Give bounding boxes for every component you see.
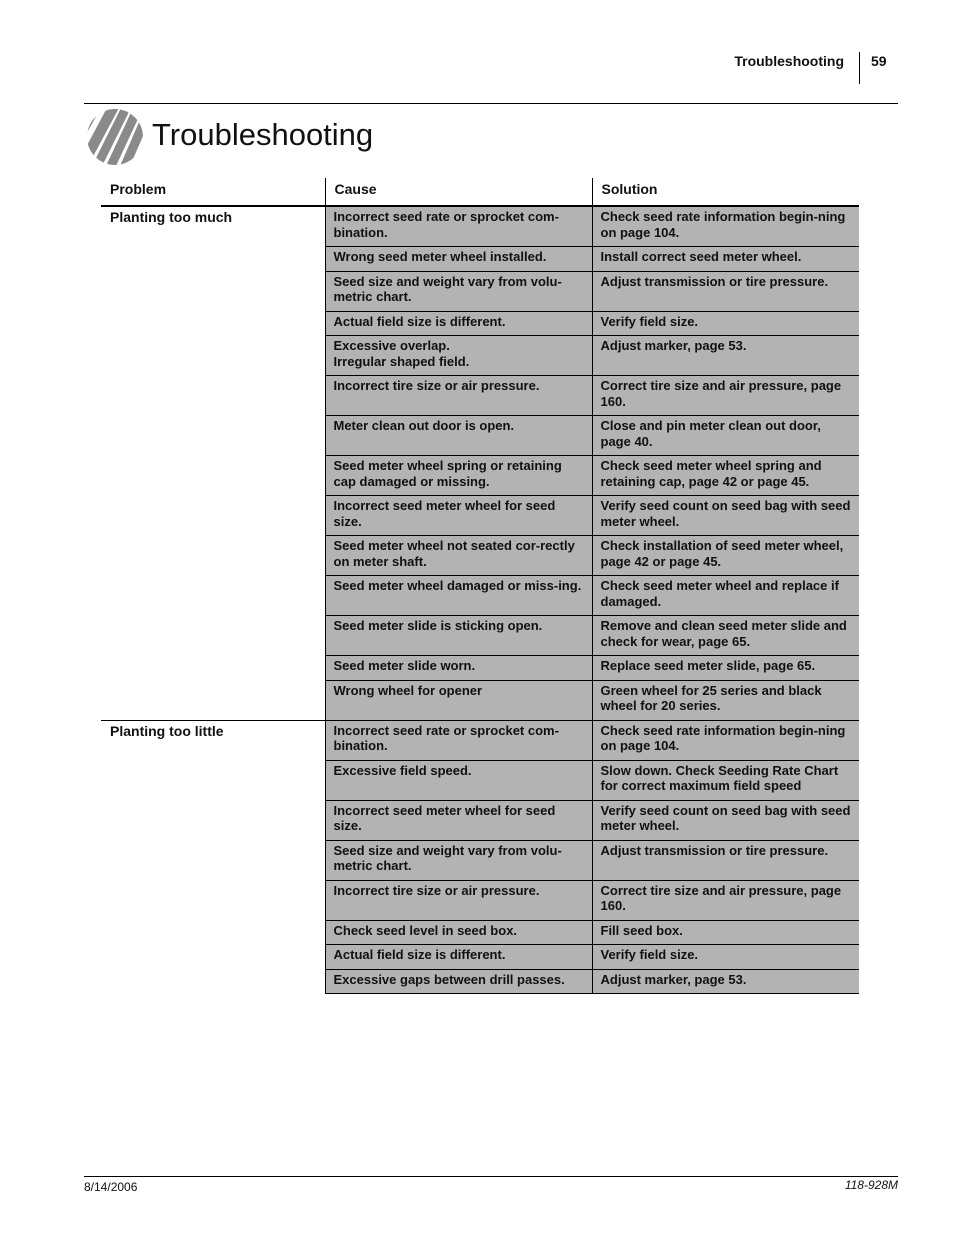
solution-cell: Install correct seed meter wheel. <box>592 247 859 272</box>
cause-cell: Excessive field speed. <box>325 760 592 800</box>
cause-cell: Check seed level in seed box. <box>325 920 592 945</box>
top-rule <box>84 103 898 104</box>
solution-cell: Close and pin meter clean out door, page 40. <box>592 416 859 456</box>
bottom-rule <box>84 1176 898 1177</box>
footer-date: 8/14/2006 <box>84 1180 138 1194</box>
solution-cell: Correct tire size and air pressure, page 160. <box>592 880 859 920</box>
cause-cell: Seed meter slide worn. <box>325 656 592 681</box>
cause-cell: Excessive gaps between drill passes. <box>325 969 592 994</box>
solution-cell: Adjust transmission or tire pressure. <box>592 840 859 880</box>
header-divider <box>859 52 860 84</box>
table-header <box>101 178 859 206</box>
table-body <box>101 206 859 994</box>
solution-cell: Remove and clean seed meter slide and check for wear, page 65. <box>592 616 859 656</box>
solution-cell: Check seed meter wheel spring and retaining cap, page 42 or page 45. <box>592 456 859 496</box>
cause-cell: Excessive overlap. Irregular shaped field. <box>325 336 592 376</box>
diagonal-stripes-circle-icon <box>86 108 144 166</box>
solution-cell: Verify seed count on seed bag with seed meter wheel. <box>592 800 859 840</box>
cause-cell: Incorrect tire size or air pressure. <box>325 880 592 920</box>
solution-cell: Correct tire size and air pressure, page 160. <box>592 376 859 416</box>
column-header-solution: Solution <box>592 178 859 206</box>
cause-cell: Seed size and weight vary from volu-metric chart. <box>325 840 592 880</box>
column-header-cause: Cause <box>325 178 592 206</box>
solution-cell: Verify field size. <box>592 945 859 970</box>
solution-cell: Green wheel for 25 series and black wheel for 20 series. <box>592 680 859 720</box>
cause-cell: Incorrect seed rate or sprocket com-bination. <box>325 720 592 760</box>
troubleshooting-table <box>101 178 859 994</box>
cause-cell: Meter clean out door is open. <box>325 416 592 456</box>
solution-cell: Adjust marker, page 53. <box>592 969 859 994</box>
column-header-problem: Problem <box>101 178 325 206</box>
solution-cell: Replace seed meter slide, page 65. <box>592 656 859 681</box>
cause-cell: Wrong wheel for opener <box>325 680 592 720</box>
solution-cell: Verify seed count on seed bag with seed meter wheel. <box>592 496 859 536</box>
cause-cell: Incorrect tire size or air pressure. <box>325 376 592 416</box>
cause-cell: Seed meter wheel damaged or miss-ing. <box>325 576 592 616</box>
solution-cell: Check seed rate information begin-ning on page 104. <box>592 720 859 760</box>
table-row <box>101 206 859 247</box>
solution-cell: Slow down. Check Seeding Rate Chart for correct maximum field speed <box>592 760 859 800</box>
cause-cell: Wrong seed meter wheel installed. <box>325 247 592 272</box>
cause-cell: Seed meter wheel not seated cor-rectly on meter shaft. <box>325 536 592 576</box>
table-row <box>101 720 859 760</box>
solution-cell: Verify field size. <box>592 311 859 336</box>
cause-cell: Actual field size is different. <box>325 311 592 336</box>
problem-cell: Planting too little <box>101 720 325 994</box>
footer-doc-number: 118-928M <box>844 1178 898 1192</box>
cause-cell: Incorrect seed meter wheel for seed size. <box>325 496 592 536</box>
cause-cell: Seed meter wheel spring or retaining cap damaged or missing. <box>325 456 592 496</box>
cause-cell: Incorrect seed meter wheel for seed size. <box>325 800 592 840</box>
solution-cell: Adjust marker, page 53. <box>592 336 859 376</box>
troubleshooting-table-container <box>101 178 859 994</box>
solution-cell: Fill seed box. <box>592 920 859 945</box>
cause-cell: Seed size and weight vary from volu-metric chart. <box>325 271 592 311</box>
cause-cell: Seed meter slide is sticking open. <box>325 616 592 656</box>
page-title: Troubleshooting <box>152 117 374 152</box>
cause-cell: Incorrect seed rate or sprocket com-bination. <box>325 206 592 247</box>
solution-cell: Adjust transmission or tire pressure. <box>592 271 859 311</box>
solution-cell: Check seed meter wheel and replace if damaged. <box>592 576 859 616</box>
header-page-number: 59 <box>871 53 887 69</box>
solution-cell: Check installation of seed meter wheel, page 42 or page 45. <box>592 536 859 576</box>
problem-cell: Planting too much <box>101 206 325 720</box>
cause-cell: Actual field size is different. <box>325 945 592 970</box>
header-section-title: Troubleshooting <box>734 53 844 69</box>
solution-cell: Check seed rate information begin-ning on page 104. <box>592 206 859 247</box>
running-header <box>700 52 890 86</box>
